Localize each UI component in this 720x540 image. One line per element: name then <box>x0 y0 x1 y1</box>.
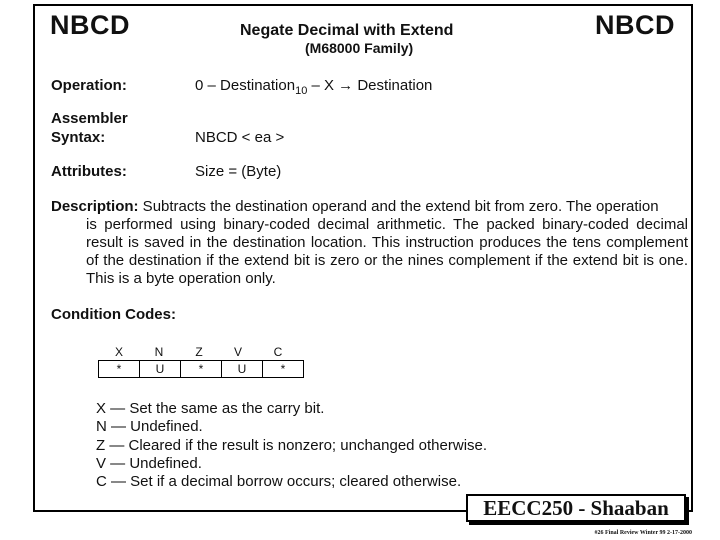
page-subtitle: (M68000 Family) <box>305 40 414 56</box>
description-line1: Subtracts the destination operand and the extend bit from zero. The operation <box>138 198 659 215</box>
operation-text <box>195 77 432 97</box>
cc-def-c: C — Set if a decimal borrow occurs; cleared otherwise. <box>96 473 462 491</box>
footer-note: #26 Final Review Winter 99 2-17-2000 <box>594 530 692 536</box>
mnemonic-left: NBCD <box>50 10 130 40</box>
cc-value-n: U <box>140 361 181 378</box>
cc-def-x: X — Set the same as the carry bit. <box>96 400 325 417</box>
description-label: Description: <box>51 198 139 215</box>
attributes-label: Attributes: <box>51 163 127 180</box>
cc-values-row <box>99 361 304 378</box>
description-rest: is performed using binary-coded decimal arithmetic. The packed binary-coded decimal result is saved in the destination location. This instruction produces the tens complement of the destination if the extend bit is zero or the nines complement if the extend bit is one. This is a byte operation only. <box>86 216 688 287</box>
operation-pre: 0 – Destination <box>195 77 296 94</box>
condition-codes-table <box>98 360 304 378</box>
cc-header-z: Z <box>195 345 203 359</box>
cc-value-z: * <box>181 361 222 378</box>
cc-def-v: V — Undefined. <box>96 454 202 472</box>
cc-value-c: * <box>263 361 304 378</box>
cc-value-v: U <box>222 361 263 378</box>
cc-header-c: C <box>273 345 283 359</box>
syntax-label-line2: Syntax: <box>51 129 106 146</box>
operation-subscript: 10 <box>295 85 308 97</box>
cc-def-n: N — Undefined. <box>96 418 203 436</box>
page-title: Negate Decimal with Extend <box>240 22 454 39</box>
cc-header-v: V <box>233 345 242 359</box>
attributes-value: Size = (Byte) <box>195 163 282 180</box>
syntax-value: NBCD < ea > <box>195 129 285 146</box>
cc-header-x: X <box>114 345 123 359</box>
course-badge: EECC250 - Shaaban <box>466 494 686 522</box>
syntax-label-line1: Assembler <box>51 110 128 127</box>
operation-label: Operation: <box>51 77 127 94</box>
operation-post: – X → Destination <box>307 77 433 94</box>
mnemonic-right: NBCD <box>595 10 675 40</box>
description-block <box>51 198 688 288</box>
condition-codes-label: Condition Codes: <box>51 306 176 323</box>
cc-def-z: Z — Cleared if the result is nonzero; unchanged otherwise. <box>96 436 488 454</box>
condition-code-definitions <box>96 400 487 491</box>
cc-value-x: * <box>99 361 140 378</box>
cc-header-n: N <box>154 345 164 359</box>
